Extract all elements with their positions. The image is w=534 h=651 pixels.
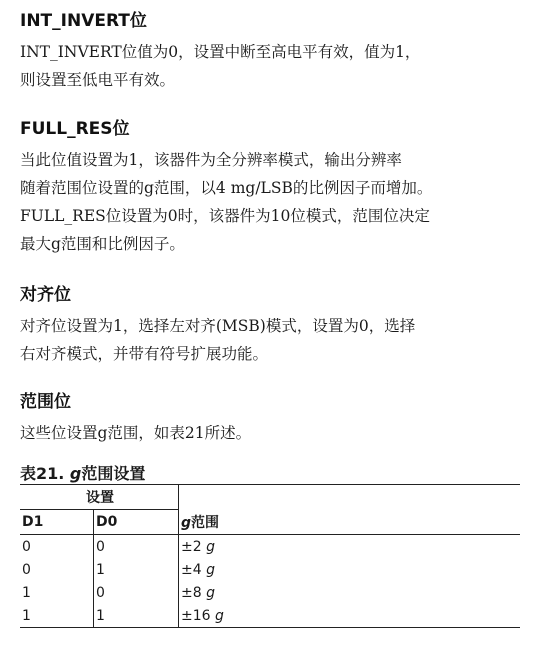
paragraph-line: 右对齐模式，并带有符号扩展功能。: [20, 345, 269, 363]
table-row: [20, 581, 520, 604]
range-header-suffix: 范围: [191, 515, 220, 531]
range-value: ±8: [181, 584, 207, 601]
d1-cell: 0: [20, 558, 94, 581]
range-value: ±2: [181, 538, 207, 555]
paragraph-line: INT_INVERT位值为0，设置中断至高电平有效，值为1，: [20, 43, 421, 61]
paragraph-line: 则设置至低电平有效。: [20, 71, 176, 89]
section-heading: 对齐位: [20, 285, 71, 305]
range-cell: [179, 581, 521, 604]
section-range: [20, 391, 520, 447]
range-unit: g: [206, 584, 215, 601]
range-cell: [179, 604, 521, 628]
d1-header: D1: [20, 510, 94, 535]
range-unit: g: [206, 538, 215, 555]
paragraph-line: 对齐位设置为1，选择左对齐(MSB)模式，设置为0，选择: [20, 317, 416, 335]
range-cell: [179, 558, 521, 581]
range-unit: g: [206, 561, 215, 578]
table-row: [20, 604, 520, 628]
section-heading: FULL_RES位: [20, 119, 130, 139]
paragraph-line: 当此位值设置为1，该器件为全分辨率模式，输出分辨率: [20, 151, 402, 169]
d0-cell: 1: [94, 558, 179, 581]
range-value: ±16: [181, 607, 215, 624]
caption-g: g: [69, 464, 82, 483]
d0-header: D0: [94, 510, 179, 535]
paragraph-line: 随着范围位设置的g范围，以4 mg/LSB的比例因子而增加。: [20, 179, 433, 197]
range-header: [179, 485, 521, 535]
table-row: [20, 558, 520, 581]
range-cell: [179, 535, 521, 559]
caption-suffix: 范围设置: [81, 464, 146, 483]
g-range-table: [20, 484, 520, 628]
paragraph-line: FULL_RES位设置为0时，该器件为10位模式，范围位决定: [20, 207, 430, 225]
settings-group-header: 设置: [20, 485, 179, 510]
range-header-g: g: [181, 515, 192, 531]
section-heading: INT_INVERT位: [20, 11, 147, 31]
d1-cell: 1: [20, 581, 94, 604]
d0-cell: 0: [94, 535, 179, 559]
section-int-invert: [20, 10, 520, 94]
paragraph-line: 最大g范围和比例因子。: [20, 235, 185, 253]
section-full-res: [20, 118, 520, 258]
section-heading: 范围位: [20, 392, 71, 412]
d1-cell: 0: [20, 535, 94, 559]
paragraph-line: 这些位设置g范围，如表21所述。: [20, 424, 252, 442]
d0-cell: 0: [94, 581, 179, 604]
table-row: [20, 535, 520, 559]
section-justify: [20, 284, 520, 368]
range-unit: g: [215, 607, 224, 624]
range-value: ±4: [181, 561, 207, 578]
caption-prefix: 表21.: [20, 464, 70, 483]
d0-cell: 1: [94, 604, 179, 628]
d1-cell: 1: [20, 604, 94, 628]
table-caption: [20, 461, 520, 484]
